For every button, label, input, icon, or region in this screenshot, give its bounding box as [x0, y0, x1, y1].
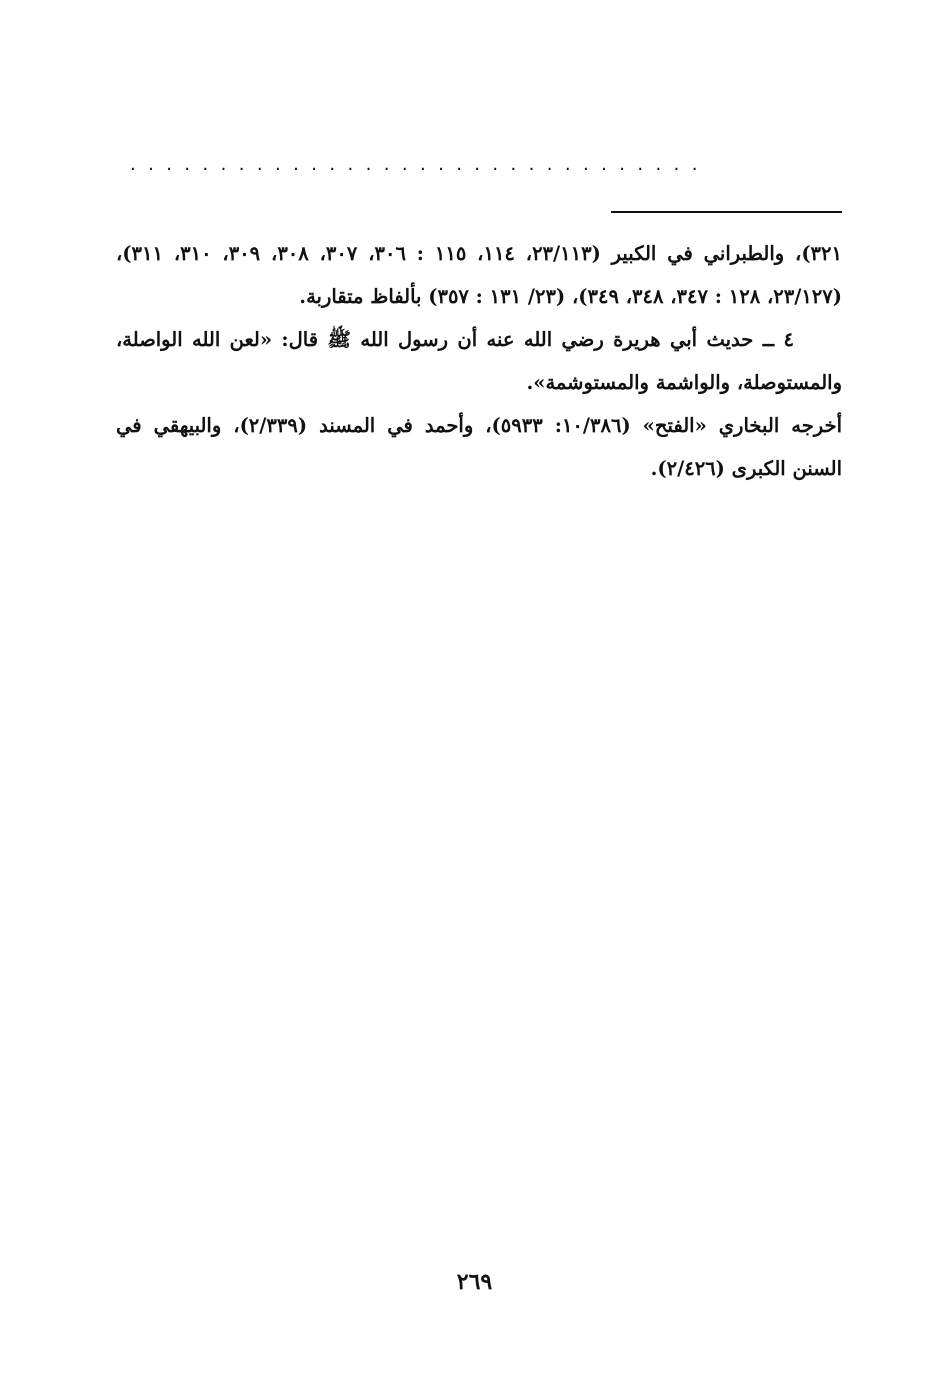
footnote-paragraph-1: ٣٢١)، والطبراني في الكبير (٢٣/١١٣، ١١٤، ١١٥ : ٣٠٦، ٣٠٧، ٣٠٨، ٣٠٩، ٣١٠، ٣١١)، (٢٣/١٢٧، ١٢٨ : ٣٤٧، ٣٤٨، ٣٤٩)، (٢٣/ ١٣١ : ٣٥٧) بألفاظ متقاربة.	[116, 242, 842, 308]
footnote-rule	[611, 211, 842, 213]
takhrij-4-paragraph: أخرجه البخاري «الفتح» (١٠/٣٨٦: ٥٩٣٣)، وأحمد في المسند (٢/٣٣٩)، والبيهقي في السنن الكبرى (٢/٤٢٦).	[116, 414, 842, 480]
separator-dots: ................................	[130, 154, 710, 175]
hadith-4-paragraph: ٤ ــ حديث أبي هريرة رضي الله عنه أن رسول الله ﷺ قال: «لعن الله الواصلة، والمستوصلة، والواشمة والمستوشمة».	[116, 328, 842, 394]
footnote-block	[116, 232, 842, 490]
page-number: ٢٦٩	[456, 1269, 493, 1295]
